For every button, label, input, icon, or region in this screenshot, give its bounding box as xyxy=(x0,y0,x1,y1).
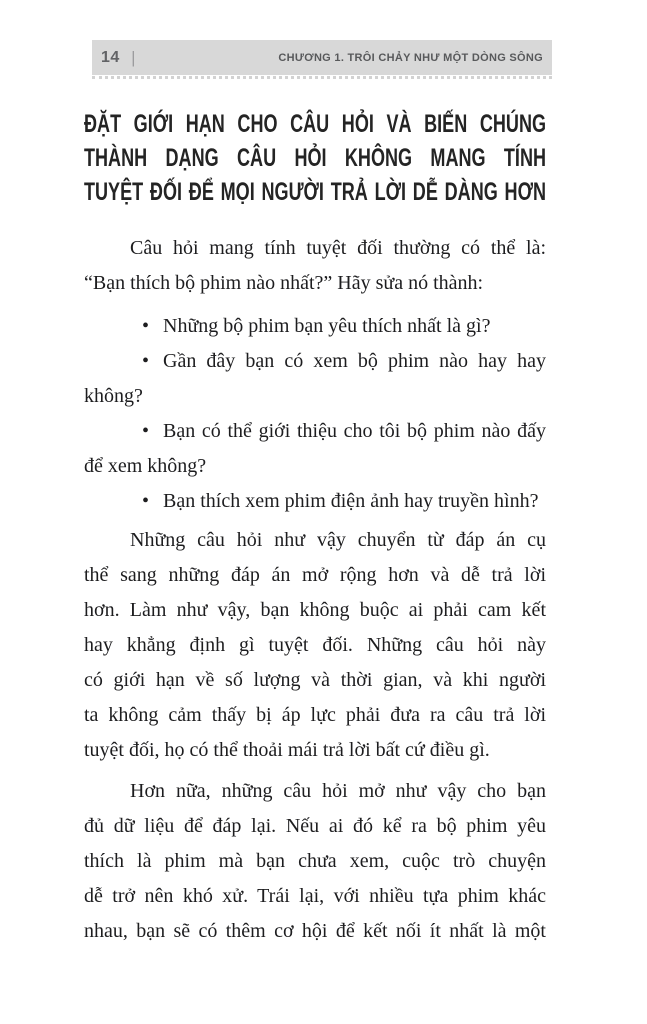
paragraph-line: thể sang những đáp án mở rộng hơn và dễ trả lời xyxy=(84,564,546,586)
bullet-text: Gần đây bạn có xem bộ phim nào hay hay xyxy=(163,350,546,372)
paragraph-more-data xyxy=(84,774,546,949)
chapter-running-title: CHƯƠNG 1. TRÔI CHẢY NHƯ MỘT DÒNG SÔNG xyxy=(278,51,543,64)
paragraph-line: ta không cảm thấy bị áp lực phải đưa ra câu trả lời xyxy=(84,704,546,726)
paragraph-line: Câu hỏi mang tính tuyệt đối thường có thể là: xyxy=(130,237,546,259)
paragraph-line: nhau, bạn sẽ có thêm cơ hội để kết nối ít nhất là một xyxy=(84,920,546,942)
page-number: 14 xyxy=(101,48,120,66)
paragraph-line: hay khẳng định gì tuyệt đối. Những câu hỏi này xyxy=(84,634,546,656)
bullet-icon: • xyxy=(142,315,150,337)
paragraph-line: hơn. Làm như vậy, bạn không buộc ai phải cam kết xyxy=(84,599,546,621)
paragraph-line: thích là phim mà bạn chưa xem, cuộc trò chuyện xyxy=(84,850,546,872)
paragraph-intro xyxy=(84,231,546,301)
list-item xyxy=(84,309,546,344)
bullet-wrap-line: để xem không? xyxy=(84,455,207,477)
heading-line: TUYỆT ĐỐI ĐỂ MỌI NGƯỜI TRẢ LỜI DỄ DÀNG HƠN xyxy=(84,178,547,206)
paragraph-open-questions xyxy=(84,523,546,768)
header-divider: | xyxy=(131,47,135,67)
paragraph-line: dễ trở nên khó xử. Trái lại, với nhiều tựa phim khác xyxy=(84,885,546,907)
bullet-line xyxy=(84,484,546,519)
bullet-text: Những bộ phim bạn yêu thích nhất là gì? xyxy=(163,315,491,337)
heading-line: ĐẶT GIỚI HẠN CHO CÂU HỎI VÀ BIẾN CHÚNG xyxy=(84,110,547,138)
bullet-icon: • xyxy=(142,350,150,372)
paragraph-line: đủ dữ liệu để đáp lại. Nếu ai đó kể ra bộ phim yêu xyxy=(84,815,546,837)
list-item xyxy=(84,344,546,414)
bullet-wrap-line: không? xyxy=(84,385,143,407)
paragraph-line: Những câu hỏi như vậy chuyển từ đáp án cụ xyxy=(130,529,546,551)
paragraph-line: có giới hạn về số lượng và thời gian, và khi người xyxy=(84,669,546,691)
section-heading xyxy=(84,107,546,209)
text-column xyxy=(84,107,546,949)
bullet-icon: • xyxy=(142,490,150,512)
bullet-text: Bạn thích xem phim điện ảnh hay truyền hình? xyxy=(163,490,539,512)
list-item xyxy=(84,484,546,519)
bullet-icon: • xyxy=(142,420,150,442)
bullet-line xyxy=(84,309,546,344)
bullet-line xyxy=(84,414,546,449)
bullet-list xyxy=(84,309,546,519)
bullet-text: Bạn có thể giới thiệu cho tôi bộ phim nào đấy xyxy=(163,420,546,442)
paragraph-line: “Bạn thích bộ phim nào nhất?” Hãy sửa nó thành: xyxy=(84,272,484,294)
paragraph-line: Hơn nữa, những câu hỏi mở như vậy cho bạn xyxy=(130,780,546,802)
heading-line: THÀNH DẠNG CÂU HỎI KHÔNG MANG TÍNH xyxy=(84,144,547,172)
paragraph-line: tuyệt đối, họ có thể thoải mái trả lời bất cứ điều gì. xyxy=(84,739,490,761)
list-item xyxy=(84,414,546,484)
bullet-line xyxy=(84,344,546,379)
running-header xyxy=(92,40,552,75)
